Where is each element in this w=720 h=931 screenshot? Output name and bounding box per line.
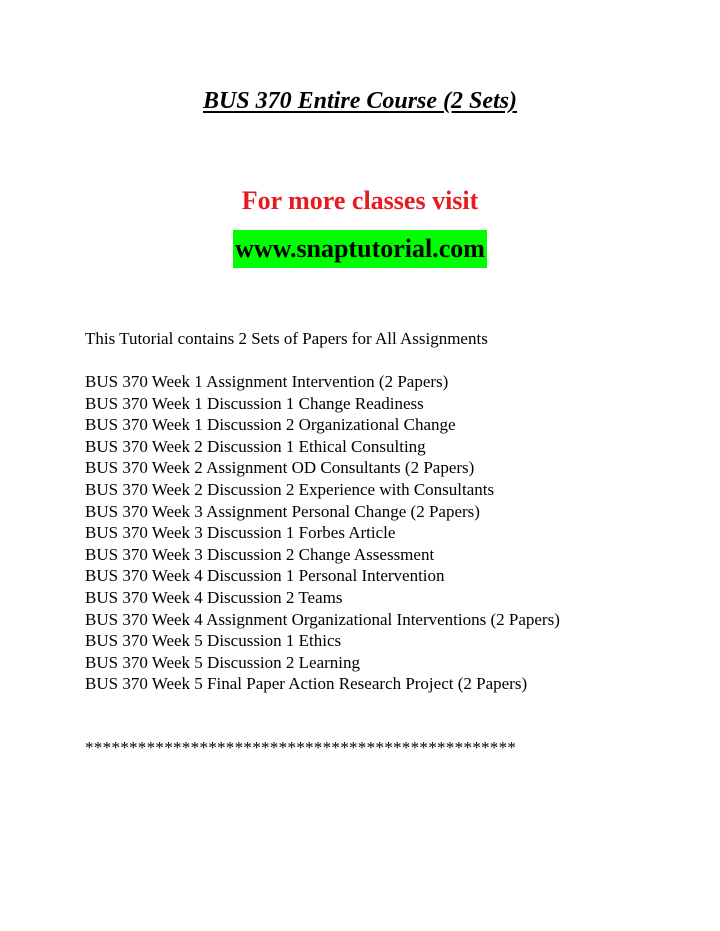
document-title-text: BUS 370 Entire Course (2 Sets) [202, 88, 518, 114]
list-item: BUS 370 Week 4 Assignment Organizational Interventions (2 Papers) [85, 609, 560, 629]
separator-line: ************************************************* [85, 738, 517, 757]
intro-text: This Tutorial contains 2 Sets of Papers for All Assignments [85, 329, 488, 348]
list-item: BUS 370 Week 3 Discussion 2 Change Assessment [85, 544, 435, 564]
website-link[interactable]: www.snaptutorial.com [233, 230, 487, 268]
list-item: BUS 370 Week 5 Discussion 1 Ethics [85, 631, 342, 651]
list-item: BUS 370 Week 2 Discussion 1 Ethical Consulting [85, 436, 426, 456]
document-title [0, 84, 720, 118]
list-item: BUS 370 Week 1 Discussion 1 Change Readiness [85, 393, 424, 413]
list-item: BUS 370 Week 5 Discussion 2 Learning [85, 652, 361, 672]
list-item: BUS 370 Week 3 Assignment Personal Change (2 Papers) [85, 501, 480, 521]
promo-text: For more classes visit [241, 186, 479, 215]
assignment-list [85, 371, 560, 695]
list-item: BUS 370 Week 1 Discussion 2 Organizational Change [85, 415, 456, 435]
list-item: BUS 370 Week 1 Assignment Intervention (2 Papers) [85, 372, 449, 391]
link-container [0, 230, 720, 268]
list-item: BUS 370 Week 2 Discussion 2 Experience with Consultants [85, 479, 495, 499]
list-item: BUS 370 Week 4 Discussion 2 Teams [85, 587, 343, 607]
list-item: BUS 370 Week 2 Assignment OD Consultants (2 Papers) [85, 458, 475, 478]
list-item: BUS 370 Week 3 Discussion 1 Forbes Article [85, 523, 396, 543]
list-item: BUS 370 Week 4 Discussion 1 Personal Intervention [85, 566, 445, 586]
list-item: BUS 370 Week 5 Final Paper Action Research Project (2 Papers) [85, 674, 528, 694]
